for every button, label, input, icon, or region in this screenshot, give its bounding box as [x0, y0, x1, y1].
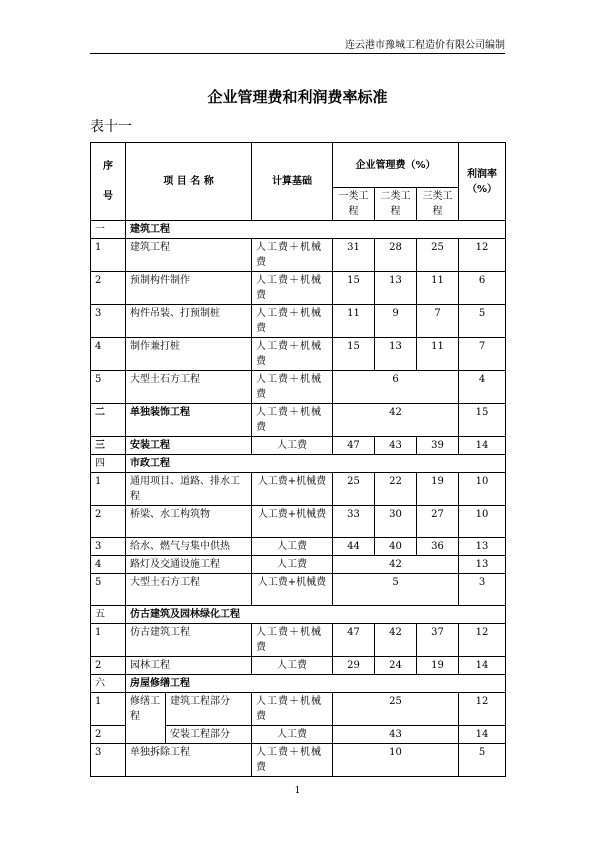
- row-class2: 40: [375, 538, 417, 556]
- table-row: [91, 624, 506, 657]
- row-basis: 人工费: [252, 556, 333, 574]
- row-profit: 10: [459, 473, 506, 506]
- header-mgmt: 企业管理费（%）: [333, 143, 459, 188]
- header-seq-top: 序: [103, 160, 113, 172]
- row-no: 4: [91, 556, 126, 574]
- row-profit: 14: [459, 726, 506, 744]
- row-name: 制作兼打桩: [126, 338, 252, 371]
- section-row: [91, 437, 506, 455]
- row-class1: 15: [333, 338, 375, 371]
- rate-table: [90, 142, 506, 777]
- row-class2: 24: [375, 657, 417, 675]
- row-class2: 13: [375, 272, 417, 305]
- row-basis: 人工费＋机械费: [252, 338, 333, 371]
- row-profit: 14: [459, 657, 506, 675]
- row-no: 1: [91, 624, 126, 657]
- section-title: 单独装饰工程: [126, 404, 252, 437]
- row-profit: 13: [459, 538, 506, 556]
- row-class3: 19: [417, 473, 459, 506]
- header-basis: 计算基础: [252, 143, 333, 221]
- header-class2: 二类工程: [375, 188, 417, 221]
- header-profit: 利润率（%）: [459, 143, 506, 221]
- row-basis: 人工费: [252, 538, 333, 556]
- row-basis: 人工费+机械费: [252, 574, 333, 606]
- row-no: 5: [91, 371, 126, 404]
- header-class1: 一类工程: [333, 188, 375, 221]
- section-no: 二: [91, 404, 126, 437]
- row-basis: 人工费＋机械费: [252, 272, 333, 305]
- section-row: [91, 221, 506, 239]
- row-profit: 12: [459, 624, 506, 657]
- row-name: 安装工程部分: [166, 726, 252, 744]
- section-no: 四: [91, 455, 126, 473]
- row-class1: 11: [333, 305, 375, 338]
- row-class3: 7: [417, 305, 459, 338]
- row-name: 大型土石方工程: [126, 574, 252, 606]
- row-class3: 36: [417, 538, 459, 556]
- row-class1: 25: [333, 473, 375, 506]
- section-row: [91, 675, 506, 693]
- row-mgmt-merged: 6: [333, 371, 459, 404]
- section-title: 房屋修缮工程: [126, 675, 506, 693]
- table-row: [91, 574, 506, 606]
- row-class2: 13: [375, 338, 417, 371]
- row-class3: 11: [417, 272, 459, 305]
- header-seq-bottom: 号: [103, 190, 113, 202]
- row-profit: 5: [459, 744, 506, 777]
- section-class3: 39: [417, 437, 459, 455]
- row-no: 4: [91, 338, 126, 371]
- row-class2: 22: [375, 473, 417, 506]
- table-row: [91, 239, 506, 272]
- row-basis: 人工费＋机械费: [252, 371, 333, 404]
- row-name: 仿古建筑工程: [126, 624, 252, 657]
- row-basis: 人工费: [252, 726, 333, 744]
- row-name: 通用项目、道路、排水工程: [126, 473, 252, 506]
- row-no: 2: [91, 657, 126, 675]
- row-class1: 33: [333, 506, 375, 538]
- row-class1: 29: [333, 657, 375, 675]
- row-basis: 人工费＋机械费: [252, 239, 333, 272]
- row-no: 3: [91, 305, 126, 338]
- row-basis: 人工费＋机械费: [252, 624, 333, 657]
- row-profit: 4: [459, 371, 506, 404]
- table-row: [91, 272, 506, 305]
- row-class3: 37: [417, 624, 459, 657]
- row-profit: 3: [459, 574, 506, 606]
- row-no: 1: [91, 473, 126, 506]
- row-no: 2: [91, 506, 126, 538]
- row-name: 桥梁、水工构筑物: [126, 506, 252, 538]
- row-basis: 人工费+机械费: [252, 473, 333, 506]
- row-name: 预制构件制作: [126, 272, 252, 305]
- document-title: 企业管理费和利润费率标准: [207, 88, 388, 106]
- table-row: [91, 556, 506, 574]
- section-profit: 15: [459, 404, 506, 437]
- row-class3: 19: [417, 657, 459, 675]
- row-name: 路灯及交通设施工程: [126, 556, 252, 574]
- row-class3: 25: [417, 239, 459, 272]
- section-no: 五: [91, 606, 126, 624]
- page-number: 1: [294, 786, 301, 796]
- section-row: [91, 606, 506, 624]
- row-class2: 9: [375, 305, 417, 338]
- section-no: 三: [91, 437, 126, 455]
- row-name: 构件吊装、打预制桩: [126, 305, 252, 338]
- row-profit: 13: [459, 556, 506, 574]
- row-class2: 30: [375, 506, 417, 538]
- row-no: 1: [91, 239, 126, 272]
- header-seq: [91, 143, 126, 221]
- row-basis: 人工费+机械费: [252, 506, 333, 538]
- row-class1: 31: [333, 239, 375, 272]
- table-row: [91, 506, 506, 538]
- section-no: 六: [91, 675, 126, 693]
- section-basis: 人工费＋机械费: [252, 404, 333, 437]
- row-name: 建筑工程部分: [166, 693, 252, 726]
- section-mgmt-merged: 42: [333, 404, 459, 437]
- header-class3: 三类工程: [417, 188, 459, 221]
- row-no: 2: [91, 726, 126, 744]
- section-no: 一: [91, 221, 126, 239]
- row-basis: 人工费＋机械费: [252, 305, 333, 338]
- row-mgmt-merged: 42: [333, 556, 459, 574]
- section-row: [91, 404, 506, 437]
- table-row: [91, 305, 506, 338]
- row-name: 建筑工程: [126, 239, 252, 272]
- row-group: 修缮工程: [126, 693, 166, 744]
- row-profit: 6: [459, 272, 506, 305]
- row-name: 给水、燃气与集中供热: [126, 538, 252, 556]
- row-basis: 人工费: [252, 657, 333, 675]
- section-basis: 人工费: [252, 437, 333, 455]
- row-profit: 12: [459, 693, 506, 726]
- row-mgmt-merged: 10: [333, 744, 459, 777]
- row-no: 2: [91, 272, 126, 305]
- row-class1: 15: [333, 272, 375, 305]
- row-mgmt-merged: 43: [333, 726, 459, 744]
- section-class1: 47: [333, 437, 375, 455]
- row-class1: 47: [333, 624, 375, 657]
- row-no: 3: [91, 744, 126, 777]
- table-row: [91, 473, 506, 506]
- row-name: 单独拆除工程: [126, 744, 252, 777]
- table-row: [91, 538, 506, 556]
- row-profit: 7: [459, 338, 506, 371]
- table-row: [91, 657, 506, 675]
- row-class3: 27: [417, 506, 459, 538]
- table-row: [91, 338, 506, 371]
- table-row: [91, 744, 506, 777]
- table-row: [91, 693, 506, 726]
- row-class3: 11: [417, 338, 459, 371]
- header-item: 项 目 名 称: [126, 143, 252, 221]
- row-basis: 人工费＋机械费: [252, 744, 333, 777]
- table-label: 表十一: [90, 119, 132, 135]
- row-basis: 人工费＋机械费: [252, 693, 333, 726]
- row-profit: 5: [459, 305, 506, 338]
- row-profit: 10: [459, 506, 506, 538]
- table-row: [91, 371, 506, 404]
- row-no: 3: [91, 538, 126, 556]
- section-title: 市政工程: [126, 455, 506, 473]
- section-row: [91, 455, 506, 473]
- row-class2: 42: [375, 624, 417, 657]
- section-class2: 43: [375, 437, 417, 455]
- row-mgmt-merged: 25: [333, 693, 459, 726]
- row-no: 5: [91, 574, 126, 606]
- row-name: 园林工程: [126, 657, 252, 675]
- row-class2: 28: [375, 239, 417, 272]
- section-title: 安装工程: [126, 437, 252, 455]
- row-profit: 12: [459, 239, 506, 272]
- section-profit: 14: [459, 437, 506, 455]
- row-class1: 44: [333, 538, 375, 556]
- row-mgmt-merged: 5: [333, 574, 459, 606]
- row-no: 1: [91, 693, 126, 726]
- section-title: 仿古建筑及园林绿化工程: [126, 606, 506, 624]
- section-title: 建筑工程: [126, 221, 506, 239]
- row-name: 大型土石方工程: [126, 371, 252, 404]
- page-header: 连云港市豫城工程造价有限公司编制: [90, 40, 505, 54]
